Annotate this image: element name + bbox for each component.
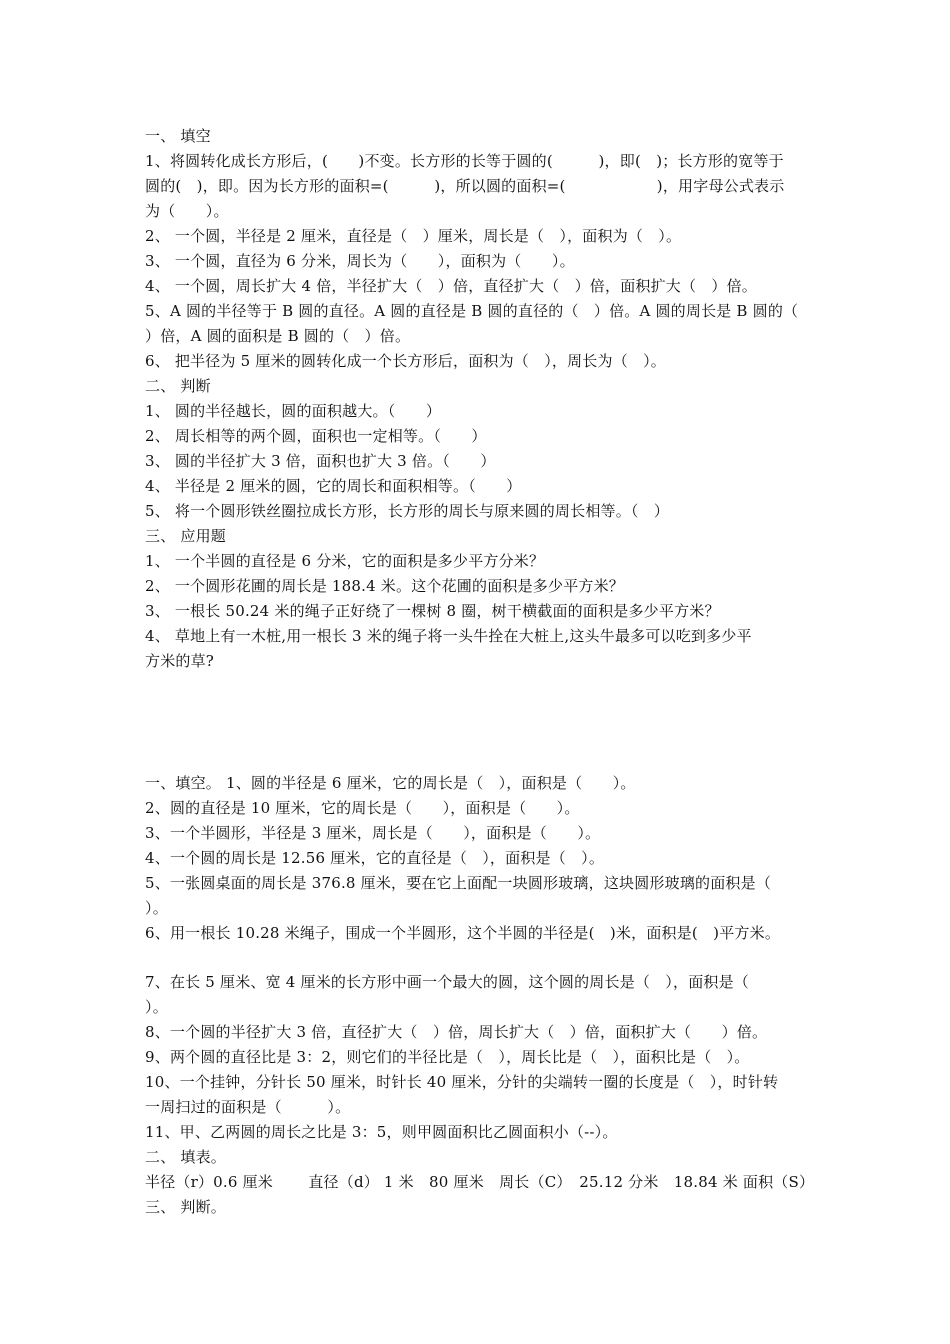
question-line: ）倍，A 圆的面积是 B 圆的（ ）倍。 [145,327,411,345]
question-line: 2、 一个圆形花圃的周长是 188.4 米。这个花圃的面积是多少平方米？ [145,577,624,595]
question-line: 6、 把半径为 5 厘米的圆转化成一个长方形后，面积为（ ），周长为（ ）。 [145,352,666,370]
question-line: 5、 将一个圆形铁丝圈拉成长方形，长方形的周长与原来圆的周长相等。（ ） [145,502,670,520]
question-line: 1、 圆的半径越长，圆的面积越大。（ ） [145,402,442,420]
section-heading-application: 三、 应用题 [145,527,226,545]
section-heading-judge: 二、 判断 [145,377,211,395]
question-line: 1、 一个半圆的直径是 6 分米，它的面积是多少平方分米？ [145,552,545,570]
question-line: 4、一个圆的周长是 12.56 厘米，它的直径是（ ），面积是（ ）。 [145,849,605,867]
question-line: 8、一个圆的半径扩大 3 倍，直径扩大（ ）倍，周长扩大（ ）倍，面积扩大（ ）倍。 [145,1023,768,1041]
question-line: 5、一张圆桌面的周长是 376.8 厘米，要在它上面配一块圆形玻璃，这块圆形玻璃的面积是（ [145,874,772,892]
question-line: 圆的( )，即。因为长方形的面积=( )，所以圆的面积=( )，用字母公式表示 [145,177,785,195]
question-line: 10、一个挂钟，分针长 50 厘米，时针长 40 厘米，分针的尖端转一圈的长度是（ ），时针转 [145,1073,779,1091]
section-heading-judge-2: 三、 判断。 [145,1198,226,1216]
question-line: 11、甲、乙两圆的周长之比是 3：5，则甲圆面积比乙圆面积小（--）。 [145,1123,618,1141]
question-line: 1、将圆转化成长方形后，( )不变。长方形的长等于圆的( )，即( )；长方形的宽等于 [145,152,784,170]
question-line: ）。 [145,899,168,917]
question-line: 4、 一个圆，周长扩大 4 倍，半径扩大（ ）倍，直径扩大（ ）倍，面积扩大（ ）倍。 [145,277,757,295]
question-line: 9、两个圆的直径比是 3：2，则它们的半径比是（ ），周长比是（ ），面积比是（ ）。 [145,1048,750,1066]
question-line: 4、 半径是 2 厘米的圆，它的周长和面积相等。（ ） [145,477,522,495]
question-line: 3、 圆的半径扩大 3 倍，面积也扩大 3 倍。（ ） [145,452,496,470]
table-row: 半径（r）0.6 厘米 直径（d） 1 米 80 厘米 周长（C） 25.12 分米 18.84 米 面积（S） [145,1173,815,1191]
question-line: ）。 [145,998,168,1016]
section-heading-fill-blank: 一、 填空 [145,127,211,145]
section-heading-fill-table: 二、 填表。 [145,1148,226,1166]
question-line: 5、A 圆的半径等于 B 圆的直径。A 圆的直径是 B 圆的直径的（ ）倍。A 圆的周长是 B 圆的（ [145,302,799,320]
question-line: 2、 周长相等的两个圆，面积也一定相等。（ ） [145,427,487,445]
question-line: 4、 草地上有一木桩,用一根长 3 米的绳子将一头牛拴在大桩上,这头牛最多可以吃到多少平 [145,627,752,645]
section-heading-fill-blank-2: 一、填空。 1、圆的半径是 6 厘米，它的周长是（ ），面积是（ ）。 [145,774,636,792]
question-line: 一周扫过的面积是（ ）。 [145,1098,351,1116]
question-line: 2、圆的直径是 10 厘米，它的周长是（ ），面积是（ ）。 [145,799,580,817]
question-line: 3、 一个圆，直径为 6 分米，周长为（ ），面积为（ ）。 [145,252,575,270]
question-line: 2、 一个圆，半径是 2 厘米，直径是（ ）厘米，周长是（ ），面积为（ ）。 [145,227,682,245]
question-line: 7、在长 5 厘米、宽 4 厘米的长方形中画一个最大的圆，这个圆的周长是（ ），面积是（ [145,973,750,991]
question-line: 6、用一根长 10.28 米绳子，围成一个半圆形，这个半圆的半径是( )米，面积是( )平方米。 [145,924,781,942]
question-line: 3、一个半圆形，半径是 3 厘米，周长是（ ），面积是（ ）。 [145,824,601,842]
question-line: 方米的草? [145,652,215,670]
question-line: 3、 一根长 50.24 米的绳子正好绕了一棵树 8 圈，树干横截面的面积是多少平方米？ [145,602,720,620]
question-line: 为（ ）。 [145,202,229,220]
